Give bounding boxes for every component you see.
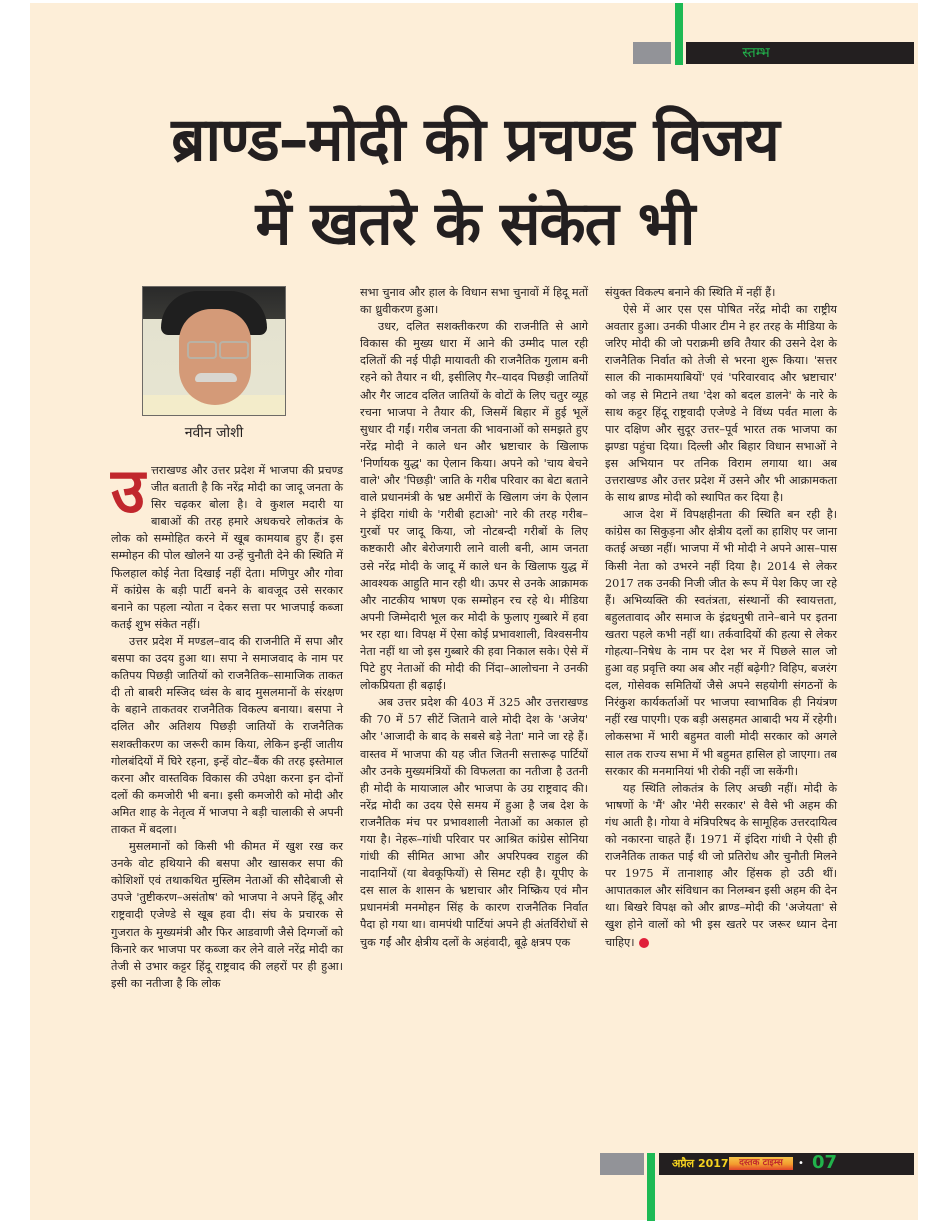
paragraph: यह स्थिति लोकतंत्र के लिए अच्छी नहीं। मोदी के भाषणों के 'मैं' और 'मेरी सरकार' से वैसे भी अहम की गंध आती है। गोया वे मंत्रिपरिषद के सामूहिक उत्तरदायित्व को नकारना चाहते हैं। 1971 में इंदिरा गांधी ने ऐसी ही राजनैतिक ताकत पाई थी जो प्रतिरोध और चुनौती मिलने पर 1975 में तानाशाह और हिंसक हो उठी थीं। आपातकाल और संविधान का निलम्बन इसी अहम की देन था। बिखरे विपक्ष को और ब्राण्ड–मोदी की 'अजेयता' से खुश होने वालों को भी इस खतरे पर जरूर ध्यान देना चाहिए। [605, 781, 837, 949]
drop-cap: उ [111, 454, 145, 527]
photo-mustache [195, 373, 237, 382]
paragraph: उत्तर प्रदेश में मण्डल–वाद की राजनीति में सपा और बसपा का उदय हुआ था। सपा ने समाजवाद के नाम पर कतिपय पिछड़ी जातियों को राजनैतिक–सामाजिक ताकत दी तो बाबरी मस्जिद ध्वंस के बाद मुसलमानों के संरक्षण के बहाने ताकतवर राजनैतिक विकल्प बनाया। बसपा ने दलित और अतिशय पिछड़ी जातियों के राजनैतिक सशक्तीकरण का जरूरी काम किया, लेकिन इन्हीं जातीय गोलबंदियों में घिरे रहना, इन्हें वोट–बैंक की तरह इस्तेमाल करना और वास्तविक विकास की उपेक्षा करना इन दोनों दलों की कमजोरी भी बना। इसी कमजोरी को मोदी और अमित शाह के नेतृत्व में भाजपा ने बड़ी चालाकी से अपनी ताकत में बदला। [111, 634, 343, 836]
paragraph: संयुक्त विकल्प बनाने की स्थिति में नहीं हैं। [605, 286, 776, 299]
paragraph: आज देश में विपक्षहीनता की स्थिति बन रही है। कांग्रेस का सिकुड़ना और क्षेत्रीय दलों का हाशिए पर जाना कतई अच्छा नहीं। भाजपा में भी मोदी ने अपने आस–पास किसी नेता को उभरने नहीं दिया है। 2014 से लेकर 2017 तक उनकी निजी जीत के रूप में पेश किए जा रहे हैं। अभिव्यक्ति की स्वतंत्रता, संस्थानों की स्वायत्तता, बहुलतावाद और समाज के इंद्रधनुषी ताने–बाने पर इतना खतरा पहले कभी नहीं था। तर्कवादियों की हत्या से लेकर गोहत्या–निषेध के नाम पर देश भर में पिछले साल जो हुआ वह प्रवृत्ति क्या अब और नहीं बढ़ेगी? विहिप, बजरंग दल, गोसेवक समितियों जैसे अपने सहयोगी संगठनों के निरंकुश कार्यकर्ताओं पर भाजपा स्वाभाविक ही नियंत्रण नहीं रख पाएगी। एक बड़ी असहमत आबादी भय में रहेगी। लोकसभा में भारी बहुमत वाली मोदी सरकार को अगले साल तक राज्य सभा में भी बहुमत हासिल हो जाएगा। तब सरकार की मनमानियां भी रोकी नहीं जा सकेंगी। [605, 508, 837, 778]
article-column-2 [360, 284, 588, 951]
section-label: स्तम्भ [742, 45, 770, 61]
headline [60, 98, 890, 266]
author-byline: नवीन जोशी [184, 425, 244, 441]
headline-line-2: में खतरे के संकेत भी [255, 189, 695, 259]
paragraph: उत्तराखण्ड और उत्तर प्रदेश में भाजपा की प्रचण्ड जीत बताती है कि नरेंद्र मोदी का जादू जनता के सिर चढ़कर बोला है। वे कुशल मदारी या बाबाओं की तरह हमारे अधकचरे लोकतंत्र के लोक को सम्मोहित करने में खूब कामयाब हुए हैं। इस सम्मोहन की पोल खोलने या उन्हें चुनौती देने की स्थिति में फिलहाल कोई नेता दिखाई नहीं देता। मणिपुर और गोवा में कांग्रेस के बड़ी पार्टी बनने के बावजूद उसे सरकार बनाने का पहला न्योता न देकर सत्ता पर भाजपाई कब्जा कतई शुभ संकेत नहीं। [111, 454, 343, 631]
photo-glasses-right [219, 341, 249, 359]
footer-green-rule [647, 1153, 655, 1221]
footer-separator: • [798, 1158, 804, 1169]
header-gray-block [633, 42, 671, 64]
headline-line-1: ब्राण्ड–मोदी की प्रचण्ड विजय [171, 105, 779, 175]
paragraph: ऐसे में आर एस एस पोषित नरेंद्र मोदी का राष्ट्रीय अवतार हुआ। उनकी पीआर टीम ने हर तरह के मीडिया के जरिए मोदी की जो पराक्रमी छवि तैयार की उसने देश के राजनैतिक निर्वात को तेजी से भरना शुरू किया। 'सत्तर साल की नाकामयाबियों' एवं 'परिवारवाद और भ्रष्टाचार' को जड़ से मिटाने तथा 'देश को बदल डालने' के नारे के साथ कट्टर हिंदू राष्ट्रवादी एजेण्डे ने विंध्य पर्वत माला के पार दक्षिण और सुदूर उत्तर–पूर्व भारत तक भाजपा का झण्डा पहुंचा दिया। दिल्ली और बिहार विधान सभाओं ने इस अभियान पर तनिक विराम लगाया था। अब उत्तराखण्ड और उत्तर प्रदेश में उसने और भी आक्रामकता के साथ ब्राण्ड मोदी को स्थापित कर दिया है। [605, 303, 837, 505]
header-green-rule [675, 3, 683, 65]
footer-gray-block [600, 1153, 644, 1175]
end-mark-dot-icon [639, 938, 649, 948]
paragraph: सभा चुनाव और हाल के विधान सभा चुनावों में हिदू मतों का ध्रुवीकरण हुआ। [360, 286, 588, 317]
paragraph: उधर, दलित सशक्तीकरण की राजनीति से आगे विकास की मुख्य धारा में आने की उम्मीद पाल रही दलितों की नई पीढ़ी मायावती की राजनैतिक गुलाम बनी रहने को तैयार न थी, इसीलिए गैर–यादव पिछड़ी जातियों और गैर जाटव दलित जातियों के वोटों के लिए चतुर व्यूह रचना भाजपा ने तैयार की, जिसमें बिहार में हुई भूलें सुधार दी गईं। गरीब जनता की भावनाओं को समझते हुए नरेंद्र मोदी ने काले धन और भ्रष्टाचार के खिलाफ 'निर्णायक युद्ध' का ऐलान किया। अपने को 'चाय बेचने वाले' और 'पिछड़ी' जाति के गरीब परिवार का बेटा बताने वाले प्रधानमंत्री के भ्रष्ट अमीरों के खिलाग जंग के ऐलान ने इंदिरा गांधी के 'गरीबी हटाओ' नारे की तरह गरीब–गुरबों पर जादू किया, जो नोटबन्दी गरीबों के लिए कष्टकारी और बेरोजगारी लाने वाली बनी, आम जनता उसे नरेंद्र मोदी के जादू में काले धन के खिलाफ युद्ध में आवश्यक आहुति मान रही थी। ऊपर से उनके आक्रामक और नाटकीय भाषण एक सम्मोहन रच रहे थे। मीडिया अपनी जिम्मेदारी भूल कर मोदी के फुलाए गुब्बारे में हवा भर रहा था। विपक्ष में ऐसा कोई प्रभावशाली, विश्वसनीय नेता नहीं था जो इस गुब्बारे की हवा निकाल सके। ऐसे में पिटे हुए नेताओं की मोदी की निंदा–आलोचना ने उनकी लोकप्रियता ही बढ़ाई। [360, 320, 588, 693]
paragraph: मुसलमानों को किसी भी कीमत में खुश रख कर उनके वोट हथियाने की बसपा और खासकर सपा की कोशिशों एवं तथाकथित मुस्लिम नेताओं की सौदेबाजी से उपजे 'तुष्टीकरण–असंतोष' को भाजपा ने अपने हिंदू और राष्ट्रवादी एजेण्डे से खूब हवा दी। संघ के प्रचारक से गुजरात के मुख्यमंत्री और फिर आडवाणी जैसे दिग्गजों को किनारे कर भाजपा पर कब्जा कर लेने वाले नरेंद्र मोदी का तेजी से उभार कट्टर हिंदू राष्ट्रवाद की लहरों पर ही हुआ। इसी का नतीजा है कि लोक [111, 840, 343, 990]
issue-date: अप्रैल 2017 [672, 1157, 729, 1170]
paragraph: अब उत्तर प्रदेश की 403 में 325 और उत्तराखण्ड की 70 में 57 सीटें जिताने वाले मोदी देश के 'अजेय' और 'आजादी के बाद के सबसे बड़े नेता' माने जा रहे हैं। वास्तव में भाजपा की यह जीत जितनी सत्तारूढ़ पार्टियों और उनके मुख्यमंत्रियों की विफलता का नतीजा है उतनी ही मोदी के मायाजाल और भाजपा के उग्र राष्ट्रवाद की। नरेंद्र मोदी का उदय ऐसे समय में हुआ है जब देश के राजनैतिक मंच पर प्रभावशाली नेताओं का अकाल हो गया है। नेहरू–गांधी परिवार पर आश्रित कांग्रेस सोनिया गांधी की सीमित आभा और अपरिपक्व राहुल की नादानियों (या बेवकूफियों) से सिमट रही है। यूपीए के दस साल के शासन के भ्रष्टाचार और निष्क्रिय एवं मौन प्रधानमंत्री मनमोहन सिंह के कारण राजनैतिक निर्वात पैदा हो गया था। वामपंथी पार्टियां अपने ही अंतर्विरोधों से चुक गईं और क्षेत्रीय दलों के अहंवादी, बूढ़े क्षत्रप एक [360, 696, 588, 949]
article-column-3 [605, 284, 837, 951]
article-column-1 [111, 454, 343, 992]
magazine-logo: दस्तक टाइम्स [729, 1157, 793, 1170]
page-number: 07 [812, 1152, 838, 1173]
photo-glasses-left [187, 341, 217, 359]
author-photo [142, 286, 286, 416]
